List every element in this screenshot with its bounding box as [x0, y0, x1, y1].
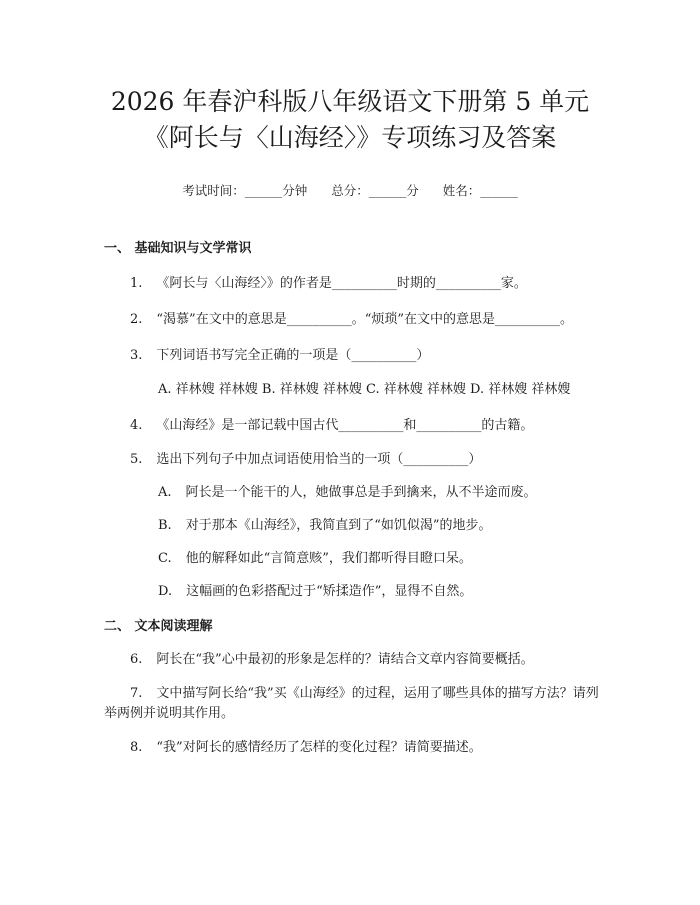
section-heading-1: 一、 基础知识与文学常识 [104, 241, 252, 256]
question-text: 《山海经》是一部记载中国古代__________和__________的古籍。 [156, 418, 534, 433]
page-title-line-1: 2026 年春沪科版八年级语文下册第 5 单元 [110, 87, 590, 116]
option-letter: B. [158, 518, 172, 533]
exam-meta [0, 182, 700, 200]
question-text: 下列词语书写完全正确的一项是（__________） [156, 348, 430, 363]
title-block [0, 0, 700, 156]
question-1 [104, 274, 600, 294]
option-text: 这幅画的色彩搭配过于“矫揉造作”，显得不自然。 [186, 584, 473, 599]
question-7 [104, 684, 600, 724]
option-text: 他的解释如此“言简意赅”，我们都听得目瞪口呆。 [185, 551, 472, 566]
question-text: “渴慕”在文中的意思是__________。“烦琐”在文中的意思是__________。 [156, 312, 573, 327]
question-number: 7. [130, 686, 143, 701]
question-number: 6. [130, 652, 143, 667]
option-letter: A. [158, 485, 172, 500]
section-heading-2: 二、 文本阅读理解 [104, 619, 213, 634]
question-text: 《阿长与〈山海经〉》的作者是__________时期的__________家。 [156, 276, 527, 291]
question-3 [104, 346, 600, 366]
exam-time-field: 考试时间：______分钟 [182, 183, 308, 198]
question-8 [104, 738, 600, 758]
option-text: 阿长是一个能干的人，她做事总是手到擒来，从不半途而废。 [185, 485, 537, 500]
question-text: “我”对阿长的感情经历了怎样的变化过程？请简要描述。 [156, 740, 482, 755]
question-4 [104, 416, 600, 436]
option-letter: C. [158, 551, 172, 566]
total-score-field: 总分：______分 [331, 183, 419, 198]
question-text: 阿长在“我”心中最初的形象是怎样的？请结合文章内容简要概括。 [156, 652, 534, 667]
question-number: 2. [130, 312, 143, 327]
question-5-option-a [104, 483, 600, 503]
question-number: 8. [130, 740, 143, 755]
question-text: 文中描写阿长给“我”买《山海经》的过程，运用了哪些具体的描写方法？请列举两例并说明其作用。 [104, 686, 599, 721]
question-number: 1. [130, 276, 143, 291]
question-6 [104, 650, 600, 670]
question-3-options: A. 祥林嫂 祥林嫂 B. 祥林嫂 祥林嫂 C. 祥林嫂 祥林嫂 D. 祥林嫂 祥林嫂 [158, 382, 571, 397]
question-text: 选出下列句子中加点词语使用恰当的一项（__________） [156, 452, 482, 467]
question-number: 5. [130, 452, 143, 467]
question-number: 3. [130, 348, 143, 363]
question-5 [104, 450, 600, 470]
option-text: 对于那本《山海经》，我简直到了“如饥似渴”的地步。 [185, 518, 492, 533]
question-2 [104, 310, 600, 330]
student-name-field: 姓名：______ [442, 183, 518, 198]
question-5-option-d [104, 582, 600, 602]
page-title-line-2: 《阿长与〈山海经〉》专项练习及答案 [143, 123, 557, 152]
option-letter: D. [158, 584, 173, 599]
question-number: 4. [130, 418, 143, 433]
question-5-option-b [104, 516, 600, 536]
question-5-option-c [104, 549, 600, 569]
